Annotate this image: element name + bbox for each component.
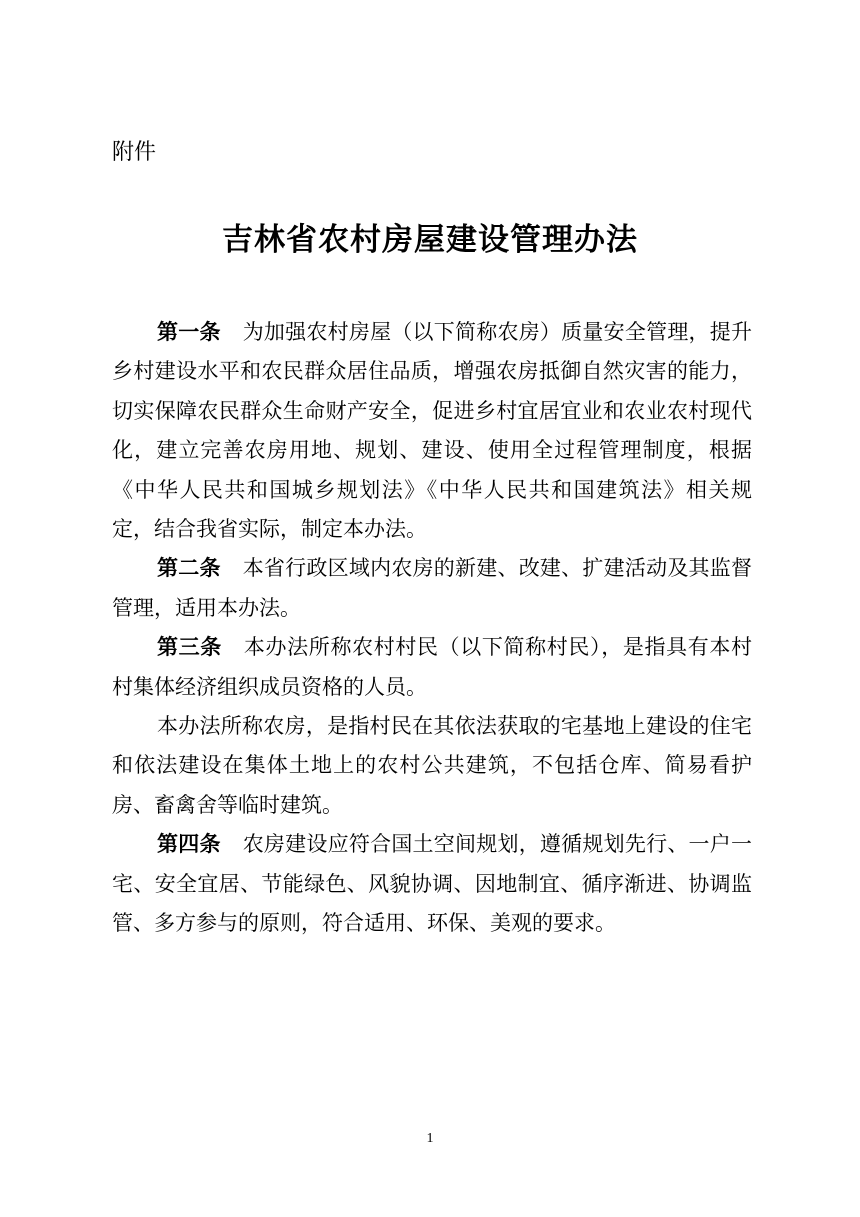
- paragraph-text: 本省行政区域内农房的新建、改建、扩建活动及其监督管理，适用本办法。: [112, 556, 753, 620]
- article-label: 第三条: [157, 635, 222, 660]
- article-label: 第一条: [157, 320, 221, 344]
- paragraph-article-3: [112, 628, 752, 707]
- article-label: 第四条: [157, 832, 221, 857]
- paragraph-article-1: [112, 313, 752, 549]
- paragraph-article-3-continued: [112, 707, 752, 825]
- paragraph-article-4: [112, 825, 752, 943]
- article-label: 第二条: [157, 556, 221, 581]
- document-title: 吉林省农村房屋建设管理办法: [222, 222, 638, 258]
- paragraph-text: 本办法所称农房，是指村民在其依法获取的宅基地上建设的住宅和依法建设在集体土地上的农村公共建筑，不包括仓库、简易看护房、畜禽舍等临时建筑。: [112, 714, 752, 817]
- paragraph-text: 为加强农村房屋（以下简称农房）质量安全管理，提升乡村建设水平和农民群众居住品质，增强农房抵御自然灾害的能力，切实保障农民群众生命财产安全，促进乡村宜居宜业和农业农村现代化，建立完善农房用地、规划、建设、使用全过程管理制度，根据《中华人民共和国城乡规划法》《中华人民共和国建筑法》相关规定，结合我省实际，制定本办法。: [112, 320, 753, 542]
- paragraph-text: 本办法所称农村村民（以下简称村民），是指具有本村村集体经济组织成员资格的人员。: [112, 635, 753, 699]
- page-number: 1: [426, 1131, 434, 1146]
- paragraph-article-2: [112, 549, 752, 628]
- attachment-label: 附件: [112, 140, 157, 165]
- paragraph-text: 农房建设应符合国土空间规划，遵循规划先行、一户一宅、安全宜居、节能绿色、风貌协调、因地制宜、循序渐进、协调监管、多方参与的原则，符合适用、环保、美观的要求。: [112, 832, 753, 936]
- document-body: [112, 313, 752, 944]
